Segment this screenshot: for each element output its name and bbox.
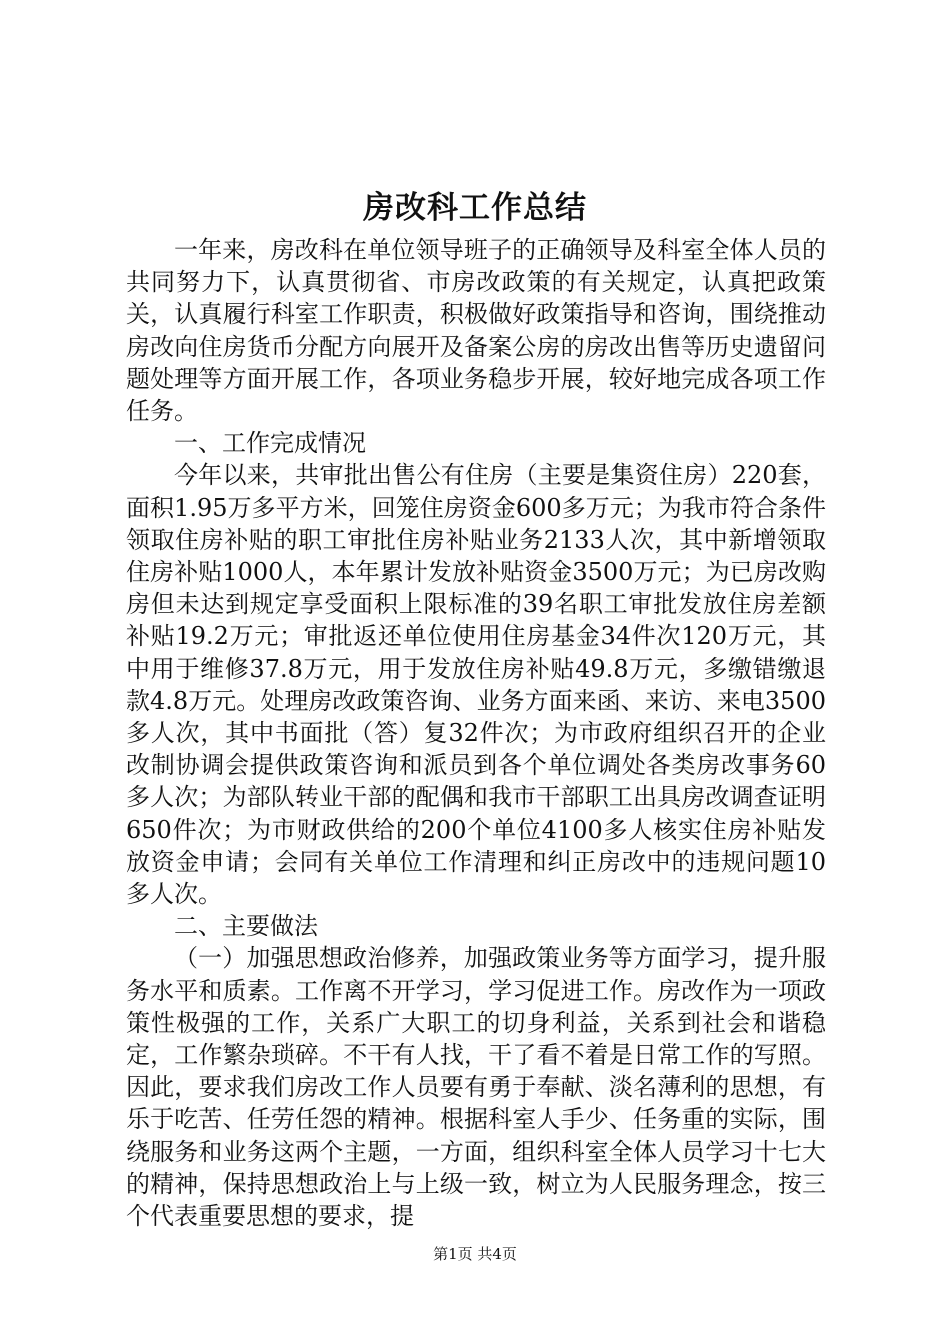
main-methods-paragraph: （一）加强思想政治修养，加强政策业务等方面学习，提升服务水平和质素。工作离不开学习，学习促进工作。房改作为一项政策性极强的工作，关系广大职工的切身利益，关系到社会和谐稳定，工作繁杂琐碎。不干有人找，干了看不着是日常工作的写照。因此，要求我们房改工作人员要有勇于奉献、淡名薄利的思想，有乐于吃苦、任劳任怨的精神。根据科室人手少、任务重的实际，围绕服务和业务这两个主题，一方面，组织科室全体人员学习十七大的精神，保持思想政治上与上级一致，树立为人民服务理念，按三个代表重要思想的要求，提 — [126, 944, 826, 1231]
section-heading-main-methods: 二、主要做法 — [174, 912, 318, 941]
document-title: 房改科工作总结 — [363, 190, 587, 226]
section-heading-work-status: 一、工作完成情况 — [174, 429, 366, 458]
intro-paragraph: 一年来，房改科在单位领导班子的正确领导及科室全体人员的共同努力下，认真贯彻省、市房改政策的有关规定，认真把政策关，认真履行科室工作职责，积极做好政策指导和咨询，围绕推动房改向住房货币分配方向展开及备案公房的房改出售等历史遗留问题处理等方面开展工作，各项业务稳步开展，较好地完成各项工作任务。 — [126, 236, 826, 426]
page-number-footer: 第1页 共4页 — [433, 1245, 517, 1263]
document-body — [126, 234, 826, 1232]
work-status-paragraph: 今年以来，共审批出售公有住房（主要是集资住房）220套，面积1.95万多平方米，回笼住房资金600多万元；为我市符合条件领取住房补贴的职工审批住房补贴业务2133人次，其中新增领取住房补贴1000人，本年累计发放补贴资金3500万元；为已房改购房但未达到规定享受面积上限标准的39名职工审批发放住房差额补贴19.2万元；审批返还单位使用住房基金34件次120万元，其中用于维修37.8万元，用于发放住房补贴49.8万元，多缴错缴退款4.8万元。处理房改政策咨询、业务方面来函、来访、来电3500多人次，其中书面批（答）复32件次；为市政府组织召开的企业改制协调会提供政策咨询和派员到各个单位调处各类房改事务60多人次；为部队转业干部的配偶和我市干部职工出具房改调查证明650件次；为市财政供给的200个单位4100多人核实住房补贴发放资金申请；会同有关单位工作清理和纠正房改中的违规问题10多人次。 — [126, 461, 826, 909]
